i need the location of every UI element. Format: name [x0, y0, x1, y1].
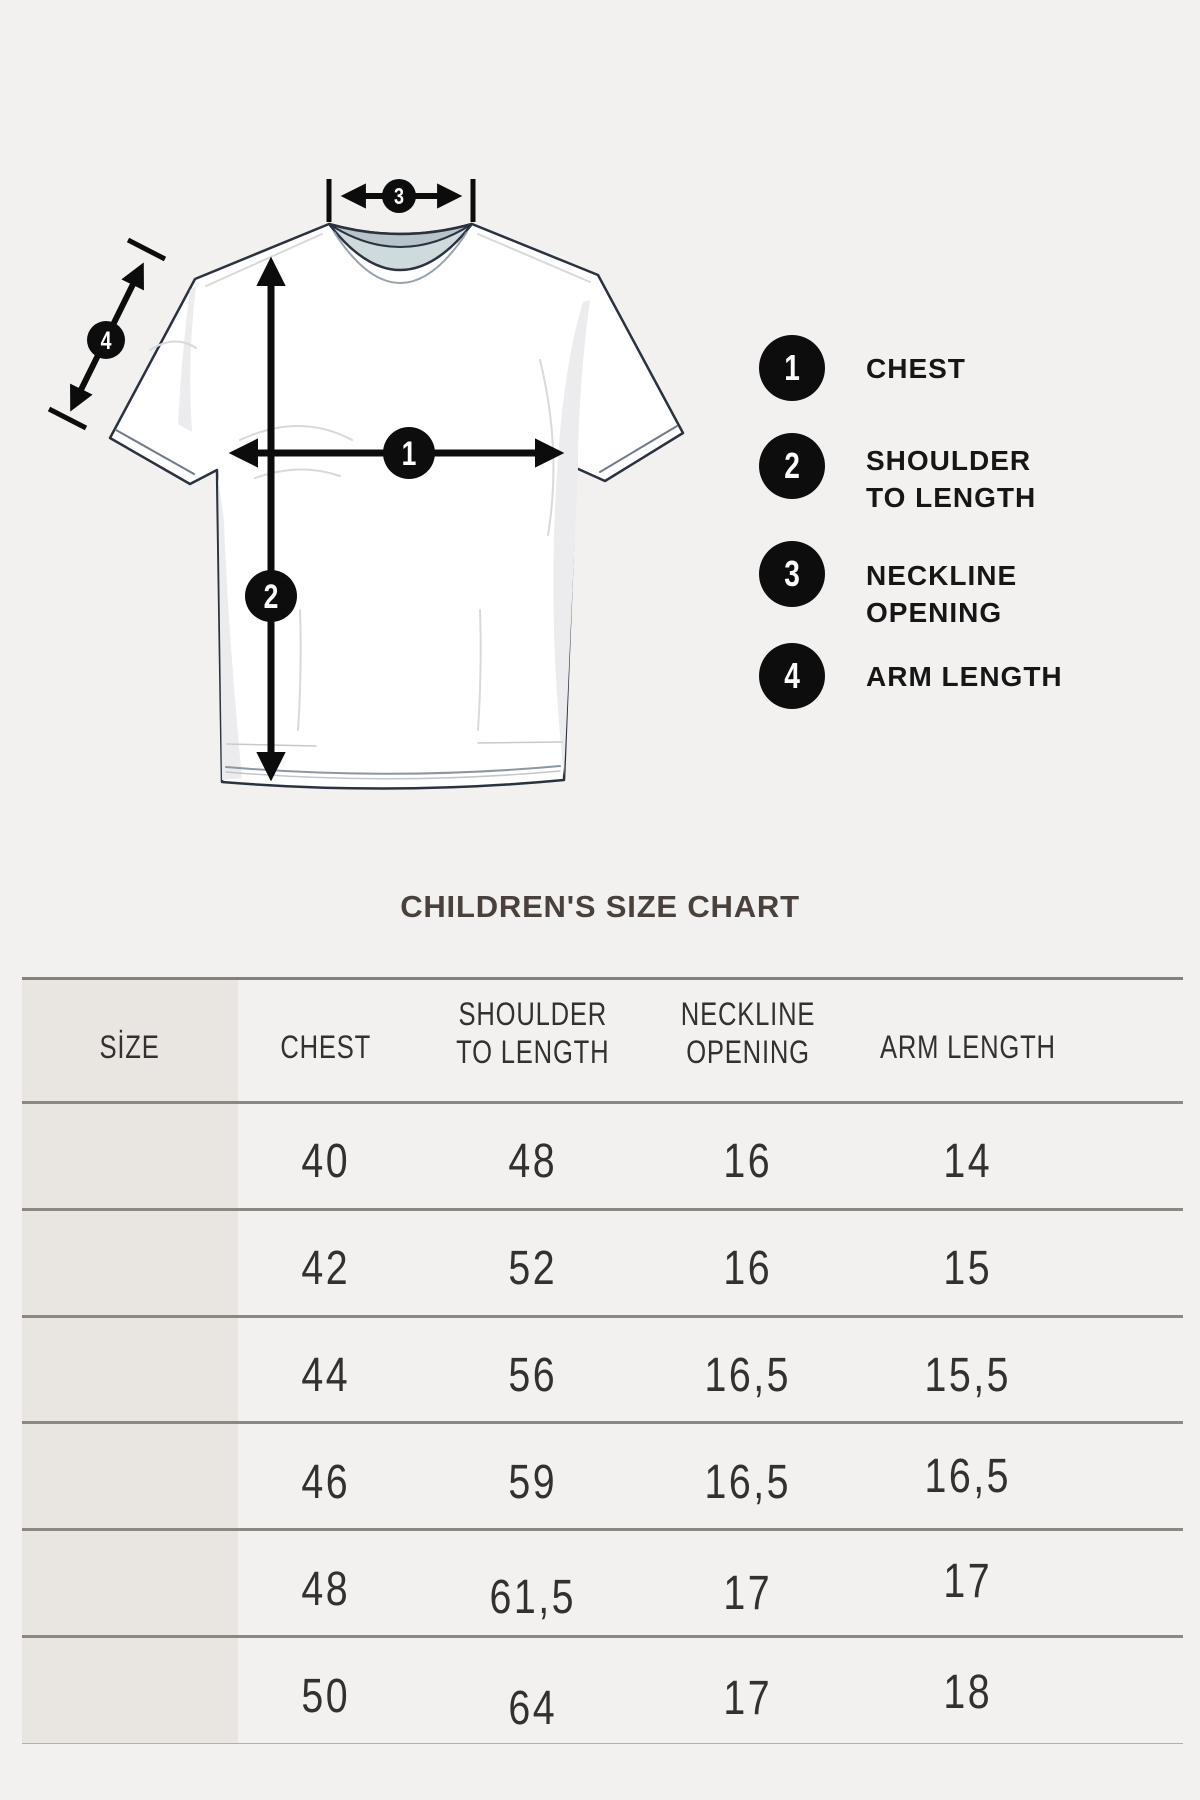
cell-value: 52: [508, 1242, 558, 1296]
legend-number-3: 3: [784, 553, 800, 594]
spacer-cell: [1093, 1638, 1183, 1743]
page-title: CHILDREN'S SIZE CHART: [400, 889, 800, 924]
cell-value: 61,5: [489, 1570, 577, 1624]
legend-circle-1: [759, 335, 825, 401]
table-row: [22, 1104, 1183, 1211]
cell-value: 16: [723, 1135, 773, 1189]
cell-value: 16: [723, 1242, 773, 1296]
value-cell: [413, 1638, 653, 1743]
cell-value: 42: [301, 1242, 350, 1296]
cell-value: 16,5: [704, 1455, 792, 1509]
cell-value: 17: [723, 1671, 773, 1725]
cell-value: 48: [508, 1135, 558, 1189]
cell-value: 16,5: [704, 1348, 792, 1402]
value-cell: [843, 1531, 1093, 1635]
legend-label-shoulder-to-length: SHOULDER TO LENGTH: [866, 445, 1037, 513]
cell-value: 44: [301, 1348, 350, 1402]
cell-value: 18: [943, 1665, 993, 1719]
legend-label-neckline-opening: NECKLINE OPENING: [866, 560, 1018, 628]
table-row: [22, 1638, 1183, 1744]
cell-value: 56: [508, 1348, 558, 1402]
value-cell: [843, 1211, 1093, 1315]
legend-number-1: 1: [784, 347, 800, 388]
value-cell: [843, 1104, 1093, 1208]
header-cell-spacer: [1093, 980, 1183, 1101]
table-row: [22, 1424, 1183, 1531]
size-cell: [22, 1318, 238, 1422]
table-row: [22, 1211, 1183, 1318]
cell-value: 14: [943, 1135, 993, 1189]
legend-label-chest: CHEST: [866, 353, 966, 384]
marker-number-4: 4: [100, 326, 112, 355]
header-cell-shoulder-to-length: SHOULDER TO LENGTH: [456, 995, 610, 1070]
legend-circle-3: [759, 541, 825, 607]
legend-label-arm-length: ARM LENGTH: [866, 661, 1063, 692]
header-cell-neckline-opening: NECKLINE OPENING: [680, 995, 816, 1070]
cell-value: 64: [508, 1681, 558, 1735]
size-cell: [22, 1104, 238, 1208]
cell-value: 15,5: [924, 1348, 1012, 1402]
value-cell: [653, 1318, 843, 1422]
size-cell: [22, 1638, 238, 1743]
cell-value: 17: [723, 1566, 773, 1620]
value-cell: [843, 1318, 1093, 1422]
cell-value: 15: [943, 1242, 993, 1296]
value-cell: [413, 1104, 653, 1208]
value-cell: [653, 1638, 843, 1743]
spacer-cell: [1093, 1531, 1183, 1635]
spacer-cell: [1093, 1424, 1183, 1528]
cell-value: 40: [301, 1135, 350, 1189]
spacer-cell: [1093, 1104, 1183, 1208]
header-cell-chest: CHEST: [280, 1028, 371, 1065]
header-cell-size: SİZE: [22, 980, 238, 1101]
value-cell: [653, 1531, 843, 1635]
spacer-cell: [1093, 1211, 1183, 1315]
table-header-row: [22, 980, 1183, 1104]
size-chart-table: [22, 977, 1183, 1744]
cell-value: 59: [508, 1455, 558, 1509]
value-cell: [413, 1531, 653, 1635]
value-cell: [653, 1104, 843, 1208]
legend-circle-4: [759, 643, 825, 709]
marker-number-3: 3: [394, 183, 404, 210]
table-row: [22, 1531, 1183, 1638]
marker-number-2: 2: [263, 577, 279, 616]
legend-number-2: 2: [784, 445, 800, 486]
spacer-cell: [1093, 1318, 1183, 1422]
cell-value: 17: [943, 1554, 993, 1608]
tshirt-outline: [110, 224, 683, 789]
header-cell-arm-length: ARM LENGTH: [880, 1028, 1056, 1065]
cell-value: 16,5: [924, 1449, 1012, 1503]
value-cell: [843, 1424, 1093, 1528]
legend-number-4: 4: [784, 655, 800, 696]
tshirt-measurement-diagram: [0, 110, 720, 820]
value-cell: [238, 1211, 413, 1315]
value-cell: [843, 1638, 1093, 1743]
cell-value: 50: [301, 1669, 350, 1723]
size-cell: [22, 1531, 238, 1635]
value-cell: [653, 1424, 843, 1528]
value-cell: [413, 1318, 653, 1422]
value-cell: [238, 1531, 413, 1635]
value-cell: [238, 1318, 413, 1422]
legend-circle-2: [759, 433, 825, 499]
cell-value: 46: [301, 1455, 350, 1509]
table-row: [22, 1318, 1183, 1425]
value-cell: [238, 1638, 413, 1743]
value-cell: [413, 1211, 653, 1315]
value-cell: [238, 1104, 413, 1208]
value-cell: [238, 1424, 413, 1528]
value-cell: [413, 1424, 653, 1528]
size-cell: [22, 1211, 238, 1315]
size-cell: [22, 1424, 238, 1528]
value-cell: [653, 1211, 843, 1315]
cell-value: 48: [301, 1562, 350, 1616]
marker-number-1: 1: [401, 434, 417, 473]
